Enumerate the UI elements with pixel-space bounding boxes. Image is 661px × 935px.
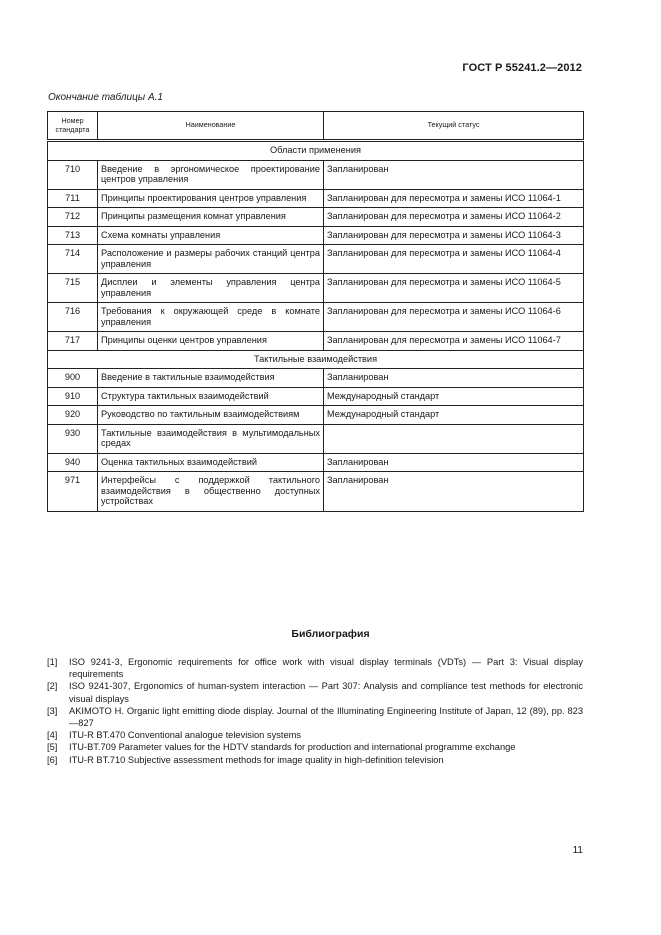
bibliography-item-number: [1] (47, 657, 58, 667)
standard-status: Запланирован для пересмотра и замены ИСО 11064-1 (324, 189, 584, 208)
standard-number: 900 (48, 369, 98, 388)
standard-number: 910 (48, 387, 98, 406)
standard-number: 714 (48, 245, 98, 274)
bibliography-item (47, 705, 583, 729)
standard-name: Расположение и размеры рабочих станций центра управления (98, 245, 324, 274)
standard-status: Запланирован (324, 472, 584, 512)
table-row (48, 226, 584, 245)
section-title: Тактильные взаимодействия (48, 350, 584, 369)
standard-status: Запланирован для пересмотра и замены ИСО 11064-2 (324, 208, 584, 227)
table-row (48, 274, 584, 303)
column-header-name: Наименование (98, 112, 324, 141)
bibliography-item (47, 680, 583, 704)
page-number: 11 (572, 845, 583, 856)
bibliography-item (47, 656, 583, 680)
standard-number: 971 (48, 472, 98, 512)
bibliography-item (47, 741, 583, 753)
bibliography-item-text: ISO 9241-3, Ergonomic requirements for office work with visual display terminals (VDTs) — Part 3: Visual display requirements (69, 657, 583, 680)
bibliography-item-text: ISO 9241-307, Ergonomics of human-system interaction — Part 307: Analysis and compliance test methods for electronic visual displays (69, 681, 583, 704)
table-row (48, 369, 584, 388)
standard-name: Структура тактильных взаимодействий (98, 387, 324, 406)
standard-number: 710 (48, 160, 98, 189)
standard-status: Международный стандарт (324, 387, 584, 406)
standard-name: Оценка тактильных взаимодействий (98, 453, 324, 472)
table-row (48, 472, 584, 512)
standard-number: 716 (48, 303, 98, 332)
standard-number: 715 (48, 274, 98, 303)
column-header-number: Номер стандарта (48, 112, 98, 141)
table-row (48, 332, 584, 351)
section-row (48, 350, 584, 369)
bibliography-item-number: [4] (47, 730, 58, 741)
bibliography-list (47, 656, 583, 766)
bibliography-item-number: [2] (47, 681, 58, 692)
standard-name: Принципы размещения комнат управления (98, 208, 324, 227)
table-body (48, 141, 584, 512)
standard-number: 711 (48, 189, 98, 208)
table-row (48, 160, 584, 189)
standard-name: Интерфейсы с поддержкой тактильного взаимодействия в общественно доступных устройствах (98, 472, 324, 512)
column-header-status: Текущий статус (324, 112, 584, 141)
section-title: Области применения (48, 141, 584, 161)
standard-status: Запланирован (324, 160, 584, 189)
standard-name: Введение в эргономическое проектирование центров управления (98, 160, 324, 189)
standards-table (47, 111, 584, 512)
standard-number: 930 (48, 424, 98, 453)
bibliography-item (47, 729, 583, 741)
table-caption: Окончание таблицы А.1 (48, 92, 163, 103)
standard-status: Запланирован для пересмотра и замены ИСО 11064-5 (324, 274, 584, 303)
standard-status: Запланирован для пересмотра и замены ИСО 11064-3 (324, 226, 584, 245)
standard-status: Запланирован для пересмотра и замены ИСО 11064-6 (324, 303, 584, 332)
bibliography-item (47, 754, 583, 766)
standard-number: 717 (48, 332, 98, 351)
standard-number: 712 (48, 208, 98, 227)
table-header-row (48, 112, 584, 141)
document-code: ГОСТ Р 55241.2—2012 (462, 62, 582, 74)
standard-number: 920 (48, 406, 98, 425)
bibliography-item-text: ITU-R BT.710 Subjective assessment methods for image quality in high-definition television (69, 754, 444, 765)
bibliography-title: Библиография (291, 628, 370, 640)
section-row (48, 141, 584, 161)
bibliography-item-number: [3] (47, 705, 58, 716)
table-row (48, 453, 584, 472)
standard-status: Запланирован (324, 453, 584, 472)
table-row (48, 424, 584, 453)
bibliography-item-text: ITU-BT.709 Parameter values for the HDTV standards for production and international programme exchange (69, 742, 516, 753)
standard-name: Принципы оценки центров управления (98, 332, 324, 351)
standard-name: Дисплеи и элементы управления центра управления (98, 274, 324, 303)
table-row (48, 303, 584, 332)
standard-number: 713 (48, 226, 98, 245)
table-row (48, 208, 584, 227)
standard-status: Запланирован (324, 369, 584, 388)
table-row (48, 189, 584, 208)
standard-name: Схема комнаты управления (98, 226, 324, 245)
table-row (48, 245, 584, 274)
bibliography-item-number: [6] (47, 754, 58, 765)
bibliography-item-number: [5] (47, 742, 58, 753)
bibliography-item-text: ITU-R BT.470 Conventional analogue television systems (69, 730, 302, 741)
standard-status: Международный стандарт (324, 406, 584, 425)
standard-name: Руководство по тактильным взаимодействиям (98, 406, 324, 425)
bibliography-item-text: AKIMOTO H. Organic light emitting diode display. Journal of the Illuminating Engineering Institute of Japan, 12 (89), pp. 823—827 (69, 705, 583, 729)
standard-status: Запланирован для пересмотра и замены ИСО 11064-4 (324, 245, 584, 274)
standard-status: Запланирован для пересмотра и замены ИСО 11064-7 (324, 332, 584, 351)
standard-number: 940 (48, 453, 98, 472)
standard-status (324, 424, 584, 453)
table-row (48, 406, 584, 425)
standard-name: Введение в тактильные взаимодействия (98, 369, 324, 388)
table-row (48, 387, 584, 406)
standard-name: Требования к окружающей среде в комнате управления (98, 303, 324, 332)
standard-name: Тактильные взаимодействия в мультимодальных средах (98, 424, 324, 453)
standard-name: Принципы проектирования центров управления (98, 189, 324, 208)
